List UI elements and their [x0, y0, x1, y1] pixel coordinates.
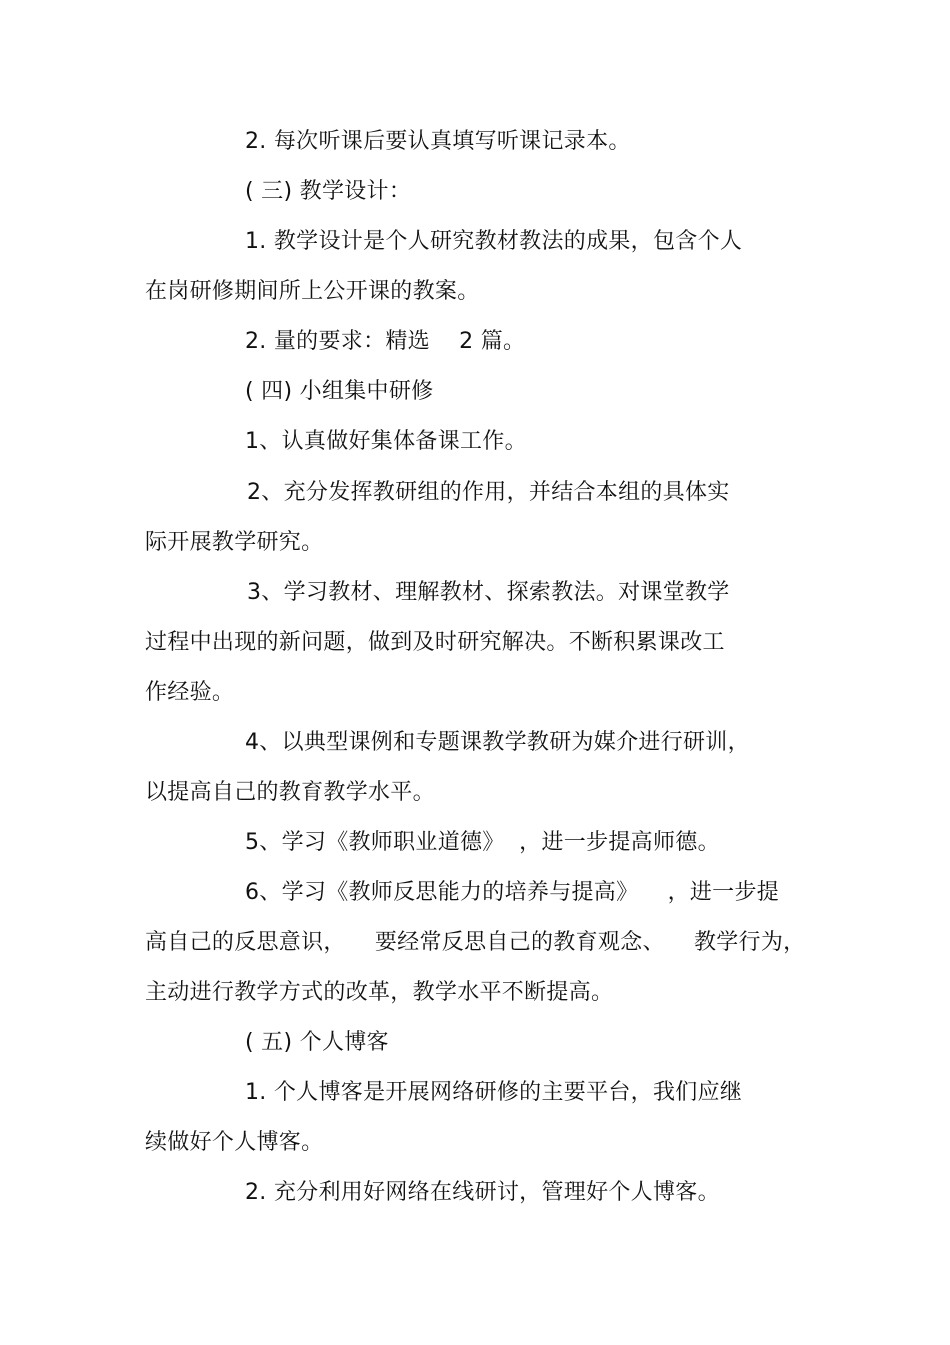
text-line: 在岗研修期间所上公开课的教案。 — [145, 279, 480, 304]
text-line: 过程中出现的新问题，做到及时研究解决。不断积累课改工 — [145, 630, 725, 655]
text-line: 4、以典型课例和专题课教学教研为媒介进行研训， — [245, 730, 750, 755]
section-heading: ( 四) 小组集中研修 — [245, 379, 434, 404]
text-line: 1、认真做好集体备课工作。 — [245, 429, 527, 454]
text-line: 2. 量的要求：精选 2 篇。 — [245, 329, 526, 354]
text-line: 高自己的反思意识， 要经常反思自己的教育观念、 教学行为， — [145, 930, 806, 955]
text-line: 2、充分发挥教研组的作用，并结合本组的具体实 — [247, 480, 730, 505]
text-line: 续做好个人博客。 — [145, 1130, 324, 1155]
text-line: 作经验。 — [145, 680, 235, 705]
text-line: 2. 充分利用好网络在线研讨，管理好个人博客。 — [245, 1180, 720, 1205]
text-line: 6、学习《教师反思能力的培养与提高》 ，进一步提 — [245, 880, 780, 905]
text-line: 1. 教学设计是个人研究教材教法的成果，包含个人 — [245, 229, 743, 254]
text-line: 2. 每次听课后要认真填写听课记录本。 — [245, 129, 631, 154]
text-line: 际开展教学研究。 — [145, 530, 324, 555]
text-line: 1. 个人博客是开展网络研修的主要平台，我们应继 — [245, 1080, 743, 1105]
text-line: 以提高自己的教育教学水平。 — [145, 780, 435, 805]
text-line: 5、学习《教师职业道德》 ，进一步提高师德。 — [245, 830, 720, 855]
section-heading: ( 五) 个人博客 — [245, 1030, 389, 1055]
section-heading: ( 三) 教学设计： — [245, 179, 412, 204]
text-line: 3、学习教材、理解教材、探索教法。对课堂教学 — [247, 580, 730, 605]
text-line: 主动进行教学方式的改革，教学水平不断提高。 — [145, 980, 614, 1005]
